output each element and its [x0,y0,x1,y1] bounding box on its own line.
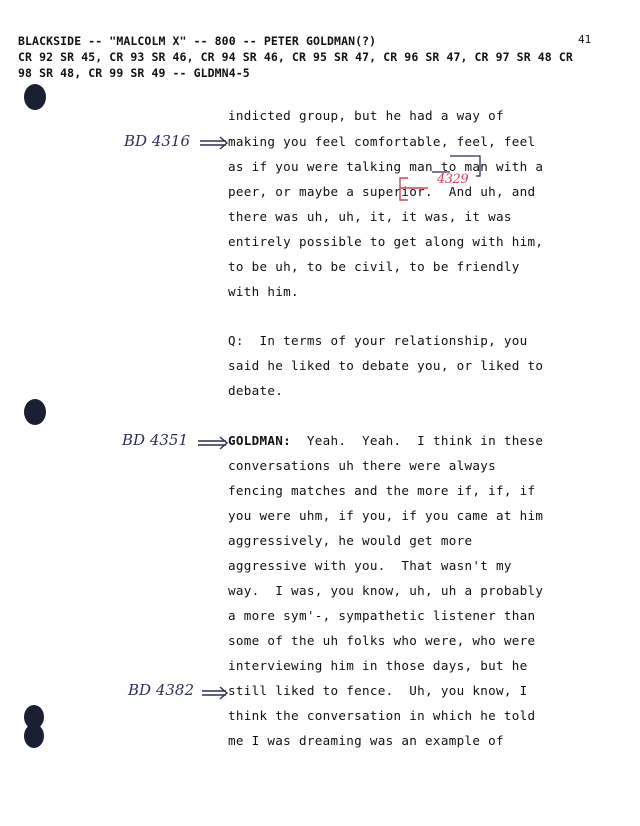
arrow-icon [196,434,230,450]
binder-hole-bottom-lower [24,724,44,748]
answer-line: think the conversation in which he told [228,708,536,723]
answer-line: fencing matches and the more if, if, if [228,483,536,498]
transcript-line: making you feel comfortable, feel, feel [228,134,536,149]
question-line: Q: In terms of your relationship, you [228,333,528,348]
answer-line: some of the uh folks who were, who were [228,633,536,648]
answer-text: Yeah. Yeah. I think in these [291,433,544,448]
question-line: said he liked to debate you, or liked to [228,358,544,373]
answer-line: interviewing him in those days, but he [228,658,528,673]
answer-line: way. I was, you know, uh, uh a probably [228,583,544,598]
question-line: debate. [228,383,284,398]
page-number: 41 [578,33,592,46]
answer-line: me I was dreaming was an example of [228,733,504,748]
answer-line: aggressively, he would get more [228,533,473,548]
red-timecode-annotation: 4329 [437,172,469,187]
transcript-line: with him. [228,284,299,299]
header-reel-list: CR 92 SR 45, CR 93 SR 46, CR 94 SR 46, CR 95 SR 47, CR 96 SR 47, CR 97 SR 48 CR [18,50,573,64]
answer-line [228,433,543,448]
answer-line: a more sym'-, sympathetic listener than [228,608,536,623]
answer-line: aggressive with you. That wasn't my [228,558,512,573]
red-bracket-icon [396,176,436,206]
answer-line: conversations uh there were always [228,458,496,473]
transcript-line: to be uh, to be civil, to be friendly [228,259,520,274]
binder-hole-top [24,84,46,110]
transcript-line: as if you were talking man to man with a [228,159,544,174]
timecode-annotation: BD 4382 [128,681,194,699]
answer-line: still liked to fence. Uh, you know, I [228,683,528,698]
header-reel-list-continued: 98 SR 48, CR 99 SR 49 -- GLDMN4-5 [18,66,250,80]
answer-line: you were uhm, if you, if you came at him [228,508,544,523]
timecode-annotation: BD 4316 [124,132,190,150]
transcript-line: there was uh, uh, it, it was, it was [228,209,512,224]
transcript-line: indicted group, but he had a way of [228,108,504,123]
transcript-line: peer, or maybe a superior. And uh, and [228,184,536,199]
arrow-icon [200,684,230,700]
binder-hole-middle [24,399,46,425]
arrow-icon [198,134,230,150]
transcript-line: entirely possible to get along with him, [228,234,544,249]
header-title: BLACKSIDE -- "MALCOLM X" -- 800 -- PETER GOLDMAN(?) [18,34,377,48]
speaker-label: GOLDMAN: [228,433,292,448]
timecode-annotation: BD 4351 [122,431,188,449]
document-header [18,33,618,81]
